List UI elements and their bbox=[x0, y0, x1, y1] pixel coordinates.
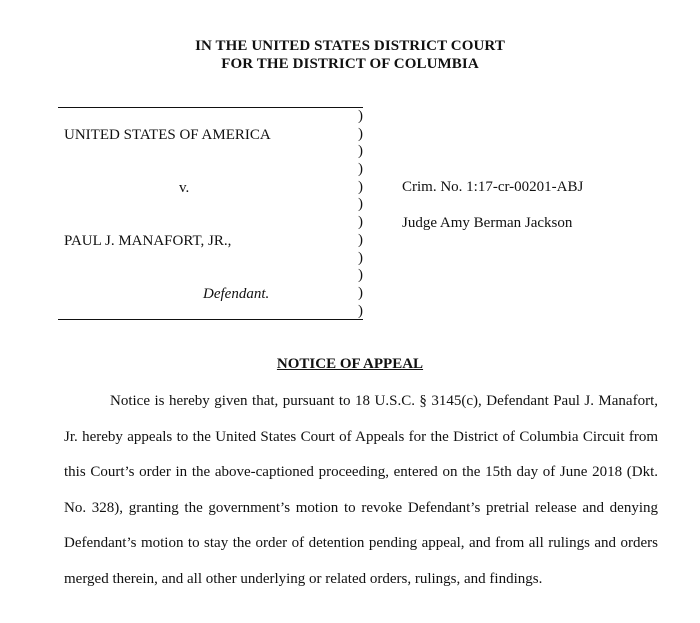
defendant-role-label: Defendant. bbox=[203, 286, 270, 302]
judge-name: Judge Amy Berman Jackson bbox=[402, 215, 573, 231]
case-number: Crim. No. 1:17-cr-00201-ABJ bbox=[402, 179, 584, 195]
caption-top-rule bbox=[58, 107, 363, 108]
caption-bottom-rule bbox=[58, 319, 363, 320]
caption-parenthesis: ) bbox=[358, 267, 363, 284]
court-heading-line-1: IN THE UNITED STATES DISTRICT COURT bbox=[195, 38, 505, 54]
notice-title: NOTICE OF APPEAL bbox=[276, 356, 424, 372]
caption-parenthesis: ) bbox=[358, 249, 363, 266]
caption-parenthesis: ) bbox=[358, 284, 363, 301]
caption-parenthesis-column bbox=[358, 108, 372, 320]
caption-parenthesis: ) bbox=[358, 214, 363, 231]
caption-parenthesis: ) bbox=[358, 143, 363, 160]
plaintiff-name: UNITED STATES OF AMERICA bbox=[64, 127, 271, 143]
court-heading-line-2: FOR THE DISTRICT OF COLUMBIA bbox=[221, 56, 479, 72]
caption-parenthesis: ) bbox=[358, 161, 363, 178]
notice-body-paragraph: Notice is hereby given that, pursuant to 18 U.S.C. § 3145(c), Defendant Paul J. Manafort, Jr. hereby appeals to the United States Court of Appeals for the District of Columbia Circuit from this Court’s order in the above-captioned proceeding, entered on the 15th day of June 2018 (Dkt. No. 328), granting the government’s motion to revoke Defendant’s pretrial release and denying Defendant’s motion to stay the order of detention pending appeal, and from all rulings and orders merged therein, and all other underlying or related orders, rulings, and findings. bbox=[64, 393, 658, 587]
caption-parenthesis: ) bbox=[358, 231, 363, 248]
versus-label: v. bbox=[179, 180, 190, 196]
caption-parenthesis: ) bbox=[358, 108, 363, 124]
caption-parenthesis: ) bbox=[358, 178, 363, 195]
caption-parenthesis: ) bbox=[358, 196, 363, 213]
caption-parenthesis: ) bbox=[358, 125, 363, 142]
caption-parenthesis: ) bbox=[358, 302, 363, 319]
defendant-name: PAUL J. MANAFORT, JR., bbox=[64, 233, 232, 249]
